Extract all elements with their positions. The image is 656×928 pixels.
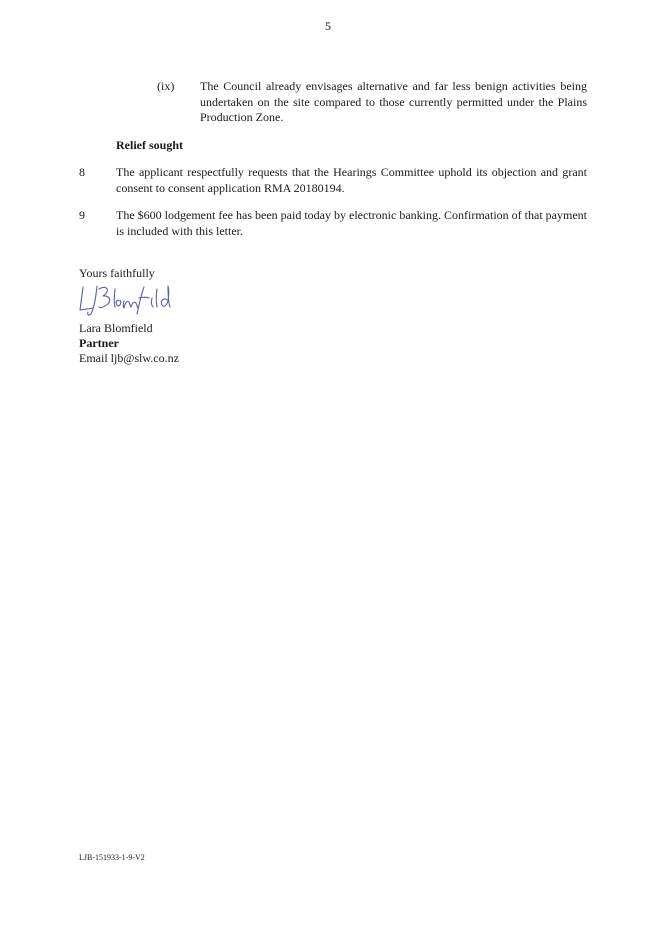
sub-item-marker: (ix) xyxy=(157,79,175,93)
paragraph-8 xyxy=(79,165,587,196)
signature-image xyxy=(77,281,177,317)
paragraph-text: The $600 lodgement fee has been paid today by electronic banking. Confirmation of that payment is included with this letter. xyxy=(116,208,587,238)
signer-block xyxy=(79,321,179,366)
section-heading: Relief sought xyxy=(116,138,183,152)
page-number: 5 xyxy=(325,19,331,33)
signer-name: Lara Blomfield xyxy=(79,321,153,335)
signer-role: Partner xyxy=(79,336,119,350)
paragraph-number: 8 xyxy=(79,165,85,179)
paragraph-number: 9 xyxy=(79,208,85,222)
sub-item-text: The Council already envisages alternative and far less benign activities being undertaken on the site compared to those currently permitted under the Plains Production Zone. xyxy=(200,79,587,124)
document-reference: LJB-151933-1-9-V2 xyxy=(79,853,145,862)
signer-email: Email ljb@slw.co.nz xyxy=(79,351,179,365)
paragraph-9 xyxy=(79,208,587,239)
sub-item-ix xyxy=(157,79,587,126)
paragraph-text: The applicant respectfully requests that the Hearings Committee uphold its objection and grant consent to consent application RMA 20180194. xyxy=(116,165,587,195)
closing-salutation: Yours faithfully xyxy=(79,266,155,280)
